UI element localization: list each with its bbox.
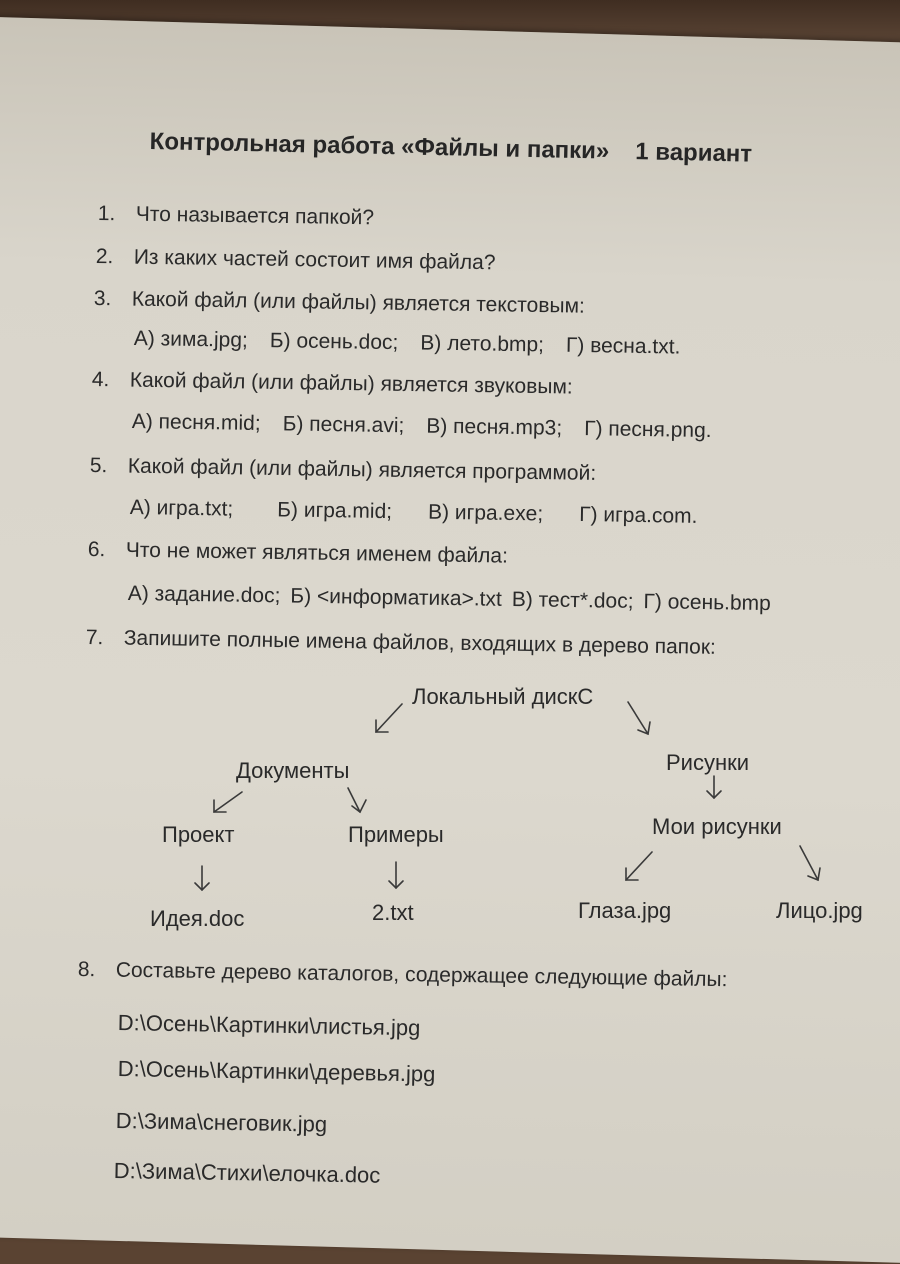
option: Б) <информатика>.txt — [290, 584, 503, 611]
title-main: Контрольная работа «Файлы и папки» — [149, 128, 610, 165]
title-variant: 1 вариант — [635, 138, 753, 168]
question-4: 4. Какой файл (или файлы) является звуковым: — [91, 368, 573, 399]
arrow-root-documents — [376, 704, 402, 732]
option: В) песня.mp3; — [426, 414, 563, 440]
arrow-mypictures-eyes — [626, 852, 652, 880]
option: А) задание.doc; — [127, 582, 281, 608]
path-4: D:\Зима\Стихи\елочка.doc — [113, 1158, 381, 1188]
option: А) песня.mid; — [131, 410, 261, 436]
option: Г) весна.txt. — [565, 333, 681, 359]
tree-pictures: Рисунки — [666, 750, 750, 775]
option: В) лето.bmp; — [420, 331, 545, 357]
question-8: 8. Составьте дерево каталогов, содержащее следующие файлы: — [77, 958, 728, 992]
question-1: 1. Что называется папкой? — [97, 202, 375, 230]
tree-2txt-file: 2.txt — [372, 900, 414, 925]
tree-root: Локальный дискС — [412, 684, 594, 709]
option: А) зима.jpg; — [133, 327, 249, 352]
arrow-documents-examples — [348, 788, 366, 812]
question-2: 2. Из каких частей состоит имя файла? — [95, 245, 496, 275]
option: В) игра.exe; — [427, 500, 544, 526]
arrow-pictures-mypictures — [707, 776, 721, 798]
path-3: D:\Зима\снеговик.jpg — [115, 1108, 328, 1137]
tree-documents: Документы — [236, 758, 350, 783]
arrow-documents-project — [214, 792, 242, 812]
option: Б) игра.mid; — [277, 498, 393, 524]
tree-idea-file: Идея.doc — [150, 906, 245, 931]
option: Б) песня.avi; — [282, 412, 405, 438]
path-1: D:\Осень\Картинки\листья.jpg — [117, 1010, 421, 1041]
option: Б) осень.doc; — [269, 329, 399, 355]
option: Г) песня.png. — [583, 417, 712, 443]
option: Г) осень.bmp — [643, 590, 771, 616]
arrow-mypictures-face — [800, 846, 820, 880]
arrow-project-idea — [195, 866, 209, 890]
tree-eyes-file: Глаза.jpg — [578, 898, 672, 923]
question-5: 5. Какой файл (или файлы) является программой: — [89, 454, 597, 485]
question-7: 7. Запишите полные имена файлов, входящих в дерево папок: — [85, 626, 717, 659]
path-2: D:\Осень\Картинки\деревья.jpg — [117, 1056, 436, 1087]
option: А) игра.txt; — [129, 496, 234, 521]
option: Г) игра.com. — [579, 503, 698, 528]
tree-project: Проект — [162, 822, 235, 847]
question-6: 6. Что не может являться именем файла: — [87, 538, 509, 568]
option: В) тест*.doc; — [511, 588, 634, 613]
arrow-root-pictures — [628, 702, 650, 734]
tree-my-pictures: Мои рисунки — [652, 814, 782, 839]
tree-examples: Примеры — [348, 822, 444, 847]
tree-face-file: Лицо.jpg — [776, 898, 863, 923]
question-3: 3. Какой файл (или файлы) является текстовым: — [93, 287, 586, 318]
arrow-examples-2txt — [389, 862, 403, 888]
